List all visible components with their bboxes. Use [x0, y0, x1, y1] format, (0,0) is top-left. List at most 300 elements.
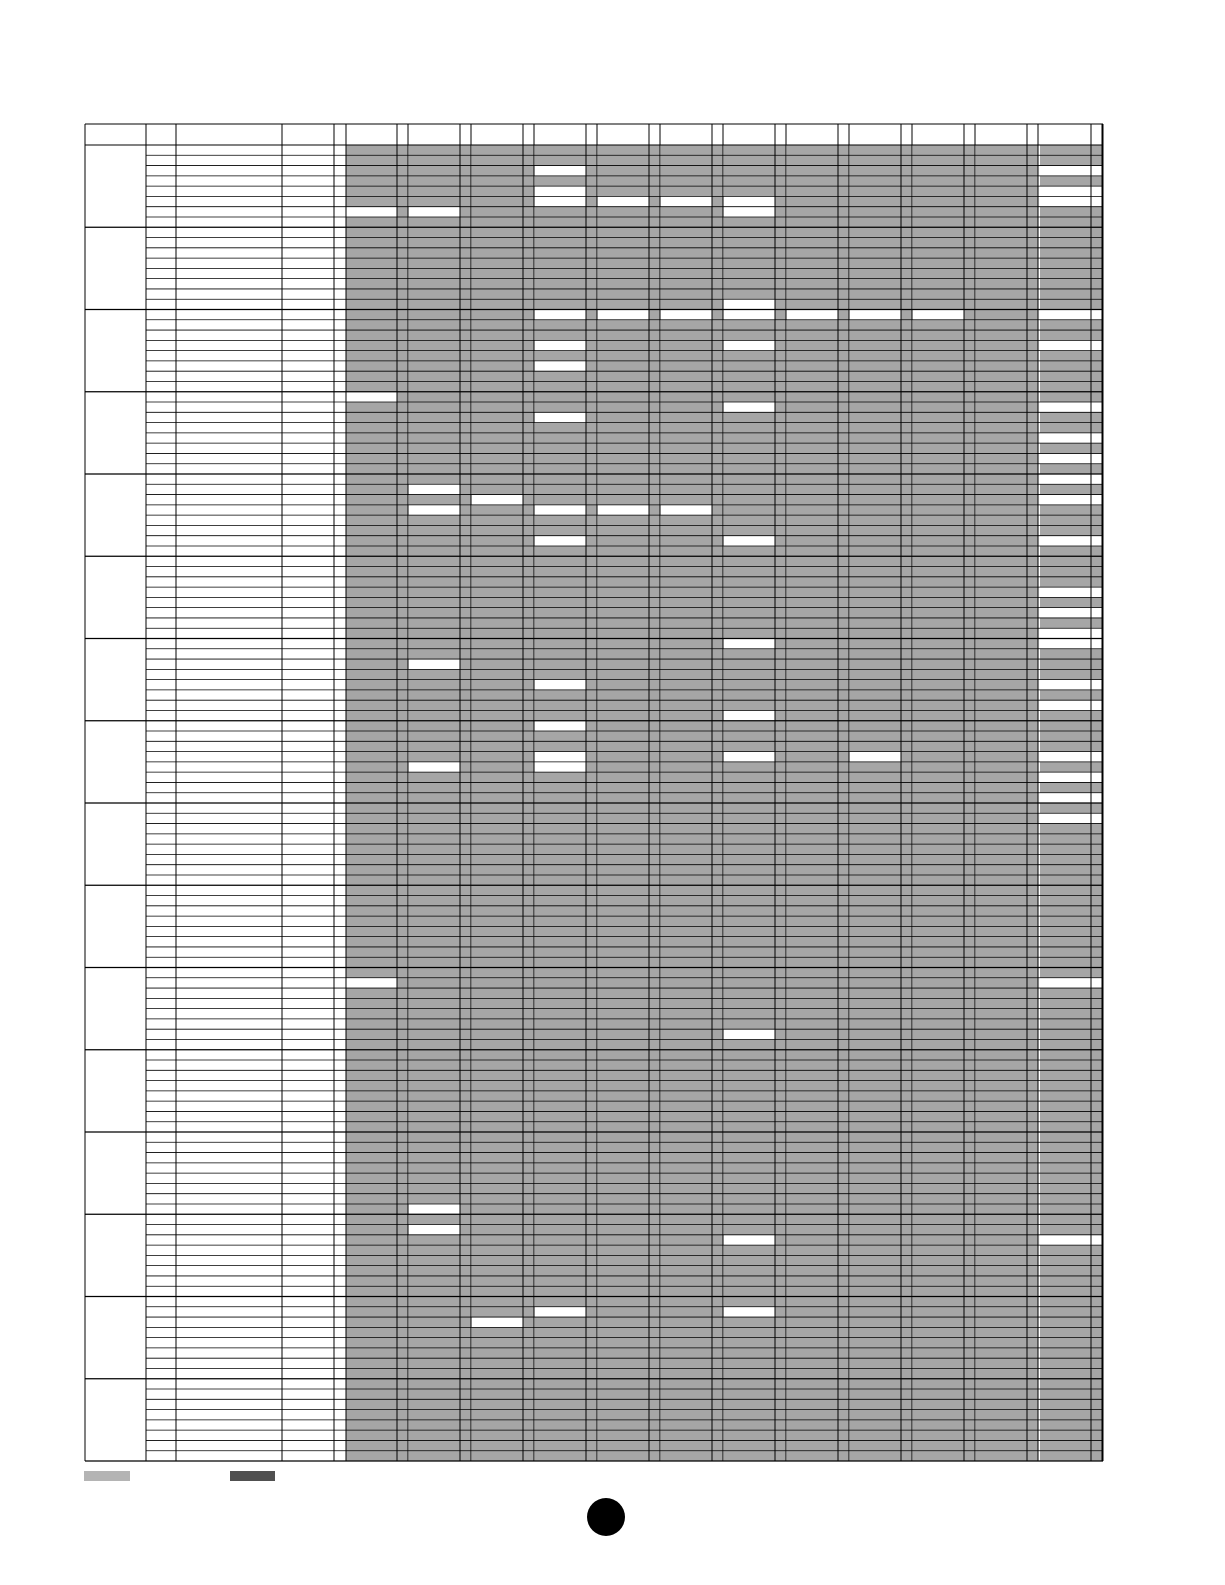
shaded-cell-narrow: [1091, 433, 1102, 443]
shaded-cell: [976, 330, 1027, 340]
shaded-cell: [598, 988, 649, 998]
shaded-cell-narrow: [460, 1194, 471, 1204]
shaded-cell: [976, 227, 1027, 237]
shaded-cell-narrow: [397, 289, 408, 299]
shaded-cell-narrow: [712, 1266, 723, 1276]
shaded-cell: [346, 1081, 397, 1091]
shaded-cell: [598, 1091, 649, 1101]
shaded-cell-narrow: [460, 1081, 471, 1091]
shaded-cell-narrow: [712, 412, 723, 422]
shaded-cell: [724, 587, 775, 597]
shaded-cell-narrow: [964, 1081, 975, 1091]
shaded-cell: [598, 741, 649, 751]
shaded-cell-narrow: [1027, 628, 1038, 638]
shaded-cell-narrow: [460, 1173, 471, 1183]
shaded-cell-narrow: [775, 392, 786, 402]
shaded-cell-narrow: [397, 196, 408, 206]
shaded-cell-narrow: [523, 166, 534, 176]
shaded-cell-narrow: [775, 495, 786, 505]
shaded-cell-narrow: [838, 248, 849, 258]
shaded-cell-narrow: [460, 536, 471, 546]
shaded-cell-narrow: [964, 484, 975, 494]
shaded-cell: [976, 279, 1027, 289]
shaded-cell: [1040, 1029, 1091, 1039]
shaded-cell-narrow: [523, 628, 534, 638]
shaded-cell-narrow: [523, 1070, 534, 1080]
shaded-cell: [850, 361, 901, 371]
shaded-cell-narrow: [1091, 1430, 1102, 1440]
shaded-cell: [661, 1255, 712, 1265]
shaded-cell-narrow: [964, 1122, 975, 1132]
shaded-cell: [724, 1132, 775, 1142]
shaded-cell-narrow: [1091, 577, 1102, 587]
shaded-cell-narrow: [1027, 577, 1038, 587]
shaded-cell: [850, 1451, 901, 1461]
shaded-cell-narrow: [649, 649, 660, 659]
shaded-cell: [409, 1266, 460, 1276]
shaded-cell: [976, 1081, 1027, 1091]
shaded-cell: [787, 1286, 838, 1296]
shaded-cell-narrow: [586, 474, 597, 484]
shaded-cell: [535, 700, 586, 710]
shaded-cell: [787, 1255, 838, 1265]
shaded-cell-narrow: [649, 392, 660, 402]
shaded-cell-narrow: [523, 680, 534, 690]
shaded-cell: [913, 1101, 964, 1111]
shaded-cell-narrow: [460, 1379, 471, 1389]
shaded-cell: [850, 1132, 901, 1142]
shaded-cell: [787, 145, 838, 155]
shaded-cell: [346, 875, 397, 885]
shaded-cell: [850, 690, 901, 700]
shaded-cell: [976, 289, 1027, 299]
shaded-cell-narrow: [649, 875, 660, 885]
shaded-cell-narrow: [1091, 1327, 1102, 1337]
shaded-cell: [787, 639, 838, 649]
shaded-cell: [472, 1214, 523, 1224]
shaded-cell: [598, 710, 649, 720]
shaded-cell-narrow: [523, 1245, 534, 1255]
shaded-cell-narrow: [649, 1101, 660, 1111]
shaded-cell: [535, 1379, 586, 1389]
shaded-cell-narrow: [775, 772, 786, 782]
shaded-cell-narrow: [460, 567, 471, 577]
shaded-cell-narrow: [1027, 1440, 1038, 1450]
shaded-cell: [787, 1317, 838, 1327]
shaded-cell-narrow: [523, 155, 534, 165]
shaded-cell-narrow: [901, 680, 912, 690]
shaded-cell: [472, 669, 523, 679]
shaded-cell-narrow: [523, 546, 534, 556]
shaded-cell: [976, 587, 1027, 597]
shaded-cell: [850, 1142, 901, 1152]
shaded-cell: [346, 1451, 397, 1461]
shaded-cell-narrow: [649, 885, 660, 895]
shaded-cell-narrow: [586, 752, 597, 762]
shaded-cell-narrow: [712, 587, 723, 597]
shaded-cell-narrow: [397, 279, 408, 289]
shaded-cell-narrow: [775, 916, 786, 926]
shaded-cell-narrow: [523, 340, 534, 350]
shaded-cell: [346, 885, 397, 895]
shaded-cell-narrow: [1027, 1009, 1038, 1019]
shaded-cell-narrow: [460, 186, 471, 196]
shaded-cell-narrow: [460, 1297, 471, 1307]
shaded-cell: [598, 577, 649, 587]
shaded-cell-narrow: [964, 731, 975, 741]
shaded-cell-narrow: [1027, 854, 1038, 864]
shaded-cell: [976, 906, 1027, 916]
shaded-cell: [976, 639, 1027, 649]
shaded-cell: [724, 628, 775, 638]
shaded-cell: [472, 1297, 523, 1307]
shaded-cell-narrow: [460, 1399, 471, 1409]
shaded-cell: [598, 1245, 649, 1255]
shaded-cell-narrow: [460, 248, 471, 258]
shaded-cell: [850, 484, 901, 494]
shaded-cell: [346, 1132, 397, 1142]
shaded-cell: [976, 1379, 1027, 1389]
shaded-cell: [598, 423, 649, 433]
shaded-cell: [913, 906, 964, 916]
shaded-cell-narrow: [712, 1101, 723, 1111]
shaded-cell-narrow: [964, 1153, 975, 1163]
shaded-cell: [472, 1132, 523, 1142]
shaded-cell-narrow: [901, 1122, 912, 1132]
shaded-cell: [787, 248, 838, 258]
shaded-cell-narrow: [964, 1338, 975, 1348]
shaded-cell: [850, 926, 901, 936]
shaded-cell: [913, 423, 964, 433]
shaded-cell: [1040, 1348, 1091, 1358]
shaded-cell-narrow: [775, 1358, 786, 1368]
shaded-cell: [346, 351, 397, 361]
shaded-cell-narrow: [901, 515, 912, 525]
shaded-cell-narrow: [1027, 217, 1038, 227]
shaded-cell-narrow: [397, 1091, 408, 1101]
shaded-cell: [346, 1266, 397, 1276]
shaded-cell-narrow: [397, 1029, 408, 1039]
shaded-cell-narrow: [586, 1060, 597, 1070]
shaded-cell: [598, 803, 649, 813]
shaded-cell-narrow: [838, 1430, 849, 1440]
shaded-cell-narrow: [460, 464, 471, 474]
shaded-cell-narrow: [460, 875, 471, 885]
shaded-cell-narrow: [775, 844, 786, 854]
shaded-cell-narrow: [1027, 741, 1038, 751]
shaded-cell-narrow: [523, 1050, 534, 1060]
shaded-cell: [535, 659, 586, 669]
shaded-cell-narrow: [964, 978, 975, 988]
shaded-cell: [913, 525, 964, 535]
shaded-cell-narrow: [838, 1225, 849, 1235]
shaded-cell: [472, 834, 523, 844]
shaded-cell: [535, 896, 586, 906]
shaded-cell: [598, 525, 649, 535]
shaded-cell-narrow: [1091, 320, 1102, 330]
shaded-cell: [787, 279, 838, 289]
shaded-cell-narrow: [586, 937, 597, 947]
shaded-cell: [598, 320, 649, 330]
shaded-cell-narrow: [964, 176, 975, 186]
shaded-cell: [535, 248, 586, 258]
shaded-cell: [346, 824, 397, 834]
shaded-cell-narrow: [1027, 1194, 1038, 1204]
shaded-cell-narrow: [523, 1091, 534, 1101]
shaded-cell-narrow: [964, 947, 975, 957]
shaded-cell: [598, 834, 649, 844]
shaded-cell-narrow: [586, 1255, 597, 1265]
shaded-cell: [409, 567, 460, 577]
shaded-cell-narrow: [964, 680, 975, 690]
shaded-cell: [472, 371, 523, 381]
shaded-cell-narrow: [775, 1307, 786, 1317]
shaded-cell-narrow: [586, 1358, 597, 1368]
shaded-cell-narrow: [460, 885, 471, 895]
shaded-cell-narrow: [1091, 556, 1102, 566]
shaded-cell-narrow: [523, 1009, 534, 1019]
shaded-cell-narrow: [460, 762, 471, 772]
shaded-cell: [976, 1297, 1027, 1307]
shaded-cell: [535, 289, 586, 299]
shaded-cell: [724, 1266, 775, 1276]
shaded-cell: [787, 1420, 838, 1430]
shaded-cell: [598, 248, 649, 258]
shaded-cell-narrow: [586, 1081, 597, 1091]
shaded-cell-narrow: [649, 700, 660, 710]
shaded-cell: [787, 1163, 838, 1173]
shaded-cell: [850, 279, 901, 289]
shaded-cell-narrow: [397, 1451, 408, 1461]
shaded-cell-narrow: [1091, 268, 1102, 278]
shaded-cell-narrow: [1091, 937, 1102, 947]
shaded-cell-narrow: [901, 268, 912, 278]
shaded-cell-narrow: [901, 525, 912, 535]
shaded-cell-narrow: [1091, 947, 1102, 957]
shaded-cell-narrow: [586, 1430, 597, 1440]
shaded-cell: [661, 1081, 712, 1091]
shaded-cell-narrow: [712, 392, 723, 402]
shaded-cell: [409, 453, 460, 463]
shaded-cell: [661, 1132, 712, 1142]
shaded-cell: [661, 1399, 712, 1409]
shaded-cell-narrow: [1091, 926, 1102, 936]
shaded-cell: [661, 824, 712, 834]
shaded-cell-narrow: [901, 1029, 912, 1039]
shaded-cell-narrow: [838, 875, 849, 885]
shaded-cell-narrow: [712, 1297, 723, 1307]
shaded-cell-narrow: [1027, 340, 1038, 350]
shaded-cell: [724, 1214, 775, 1224]
shaded-cell-narrow: [838, 618, 849, 628]
shaded-cell: [472, 340, 523, 350]
shaded-cell-narrow: [460, 155, 471, 165]
shaded-cell-narrow: [649, 1091, 660, 1101]
shaded-cell-narrow: [964, 464, 975, 474]
shaded-cell: [409, 371, 460, 381]
shaded-cell: [661, 659, 712, 669]
shaded-cell: [661, 772, 712, 782]
shaded-cell-narrow: [712, 1379, 723, 1389]
shaded-cell: [976, 741, 1027, 751]
shaded-cell: [850, 155, 901, 165]
shaded-cell-narrow: [775, 1451, 786, 1461]
shaded-cell: [976, 885, 1027, 895]
shaded-cell-narrow: [1091, 310, 1102, 320]
shaded-cell: [598, 700, 649, 710]
shaded-cell-narrow: [1027, 1204, 1038, 1214]
shaded-cell-narrow: [901, 1348, 912, 1358]
shaded-cell: [661, 515, 712, 525]
shaded-cell: [598, 1410, 649, 1420]
shaded-cell: [598, 998, 649, 1008]
shaded-cell-narrow: [1027, 947, 1038, 957]
shaded-cell: [1040, 1204, 1091, 1214]
shaded-cell-narrow: [397, 885, 408, 895]
shaded-cell-narrow: [397, 690, 408, 700]
shaded-cell: [535, 227, 586, 237]
shaded-cell-narrow: [901, 1358, 912, 1368]
shaded-cell-narrow: [649, 443, 660, 453]
shaded-cell-narrow: [775, 299, 786, 309]
shaded-cell-narrow: [901, 299, 912, 309]
shaded-cell-narrow: [901, 1173, 912, 1183]
shaded-cell-narrow: [586, 824, 597, 834]
shaded-cell: [598, 608, 649, 618]
shaded-cell: [913, 196, 964, 206]
shaded-cell-narrow: [964, 793, 975, 803]
shaded-cell: [661, 937, 712, 947]
shaded-cell: [1040, 1297, 1091, 1307]
shaded-cell: [472, 1204, 523, 1214]
shaded-cell: [535, 546, 586, 556]
shaded-cell: [1040, 392, 1091, 402]
shaded-cell: [913, 207, 964, 217]
shaded-cell-narrow: [1091, 793, 1102, 803]
shaded-cell-narrow: [649, 793, 660, 803]
shaded-cell: [850, 515, 901, 525]
shaded-cell: [346, 1050, 397, 1060]
shaded-cell: [535, 639, 586, 649]
shaded-cell-narrow: [586, 793, 597, 803]
shaded-cell-narrow: [523, 310, 534, 320]
shaded-cell: [346, 155, 397, 165]
shaded-cell-narrow: [397, 1225, 408, 1235]
shaded-cell: [787, 1204, 838, 1214]
shaded-cell: [913, 710, 964, 720]
shaded-cell: [535, 968, 586, 978]
shaded-cell-narrow: [712, 1368, 723, 1378]
shaded-cell-narrow: [964, 721, 975, 731]
shaded-cell: [535, 1194, 586, 1204]
shaded-cell-narrow: [397, 258, 408, 268]
shaded-cell: [787, 299, 838, 309]
shaded-cell: [661, 896, 712, 906]
shaded-cell: [409, 238, 460, 248]
shaded-cell-narrow: [901, 1245, 912, 1255]
shaded-cell: [535, 628, 586, 638]
shaded-cell-narrow: [460, 1091, 471, 1101]
shaded-cell-narrow: [712, 1348, 723, 1358]
shaded-cell-narrow: [964, 1266, 975, 1276]
shaded-cell-narrow: [586, 978, 597, 988]
shaded-cell-narrow: [460, 412, 471, 422]
shaded-cell-narrow: [523, 1173, 534, 1183]
shaded-cell-narrow: [838, 505, 849, 515]
shaded-cell: [913, 885, 964, 895]
shaded-cell: [913, 1194, 964, 1204]
shaded-cell-narrow: [1091, 1317, 1102, 1327]
shaded-cell: [976, 813, 1027, 823]
shaded-cell-narrow: [838, 392, 849, 402]
shaded-cell: [535, 577, 586, 587]
shaded-cell: [346, 443, 397, 453]
shaded-cell: [724, 731, 775, 741]
shaded-cell: [724, 618, 775, 628]
shaded-cell-narrow: [1027, 1029, 1038, 1039]
shaded-cell: [787, 844, 838, 854]
shaded-cell: [976, 310, 1027, 320]
shaded-cell: [850, 1204, 901, 1214]
shaded-cell-narrow: [964, 1451, 975, 1461]
shaded-cell: [913, 567, 964, 577]
shaded-cell-narrow: [460, 1122, 471, 1132]
shaded-cell-narrow: [1027, 166, 1038, 176]
shaded-cell: [850, 957, 901, 967]
shaded-cell-narrow: [1091, 1081, 1102, 1091]
shaded-cell-narrow: [586, 1153, 597, 1163]
shaded-cell-narrow: [1027, 1389, 1038, 1399]
shaded-cell: [787, 669, 838, 679]
shaded-cell: [346, 279, 397, 289]
shaded-cell: [409, 381, 460, 391]
shaded-cell-narrow: [649, 412, 660, 422]
shaded-cell: [976, 1060, 1027, 1070]
shaded-cell-narrow: [712, 474, 723, 484]
shaded-cell-narrow: [1091, 1070, 1102, 1080]
shaded-cell-narrow: [838, 844, 849, 854]
shaded-cell-narrow: [901, 1307, 912, 1317]
shaded-cell: [661, 916, 712, 926]
shaded-cell-narrow: [964, 937, 975, 947]
shaded-cell: [598, 1430, 649, 1440]
shaded-cell-narrow: [964, 639, 975, 649]
shaded-cell-narrow: [397, 813, 408, 823]
shaded-cell: [1040, 885, 1091, 895]
shaded-cell-narrow: [460, 813, 471, 823]
shaded-cell-narrow: [712, 906, 723, 916]
shaded-cell: [787, 176, 838, 186]
shaded-cell: [1040, 279, 1091, 289]
shaded-cell-narrow: [649, 402, 660, 412]
shaded-cell-narrow: [1091, 166, 1102, 176]
shaded-cell-narrow: [523, 536, 534, 546]
shaded-cell-narrow: [460, 577, 471, 587]
shaded-cell-narrow: [901, 1286, 912, 1296]
shaded-cell-narrow: [712, 618, 723, 628]
shaded-cell: [976, 1019, 1027, 1029]
shaded-cell: [598, 1379, 649, 1389]
shaded-cell: [346, 1225, 397, 1235]
shaded-cell-narrow: [397, 1019, 408, 1029]
shaded-cell-narrow: [775, 803, 786, 813]
shaded-cell-narrow: [397, 1163, 408, 1173]
shaded-cell: [535, 865, 586, 875]
shaded-cell: [850, 186, 901, 196]
shaded-cell: [409, 176, 460, 186]
shaded-cell: [598, 968, 649, 978]
shaded-cell: [976, 1050, 1027, 1060]
